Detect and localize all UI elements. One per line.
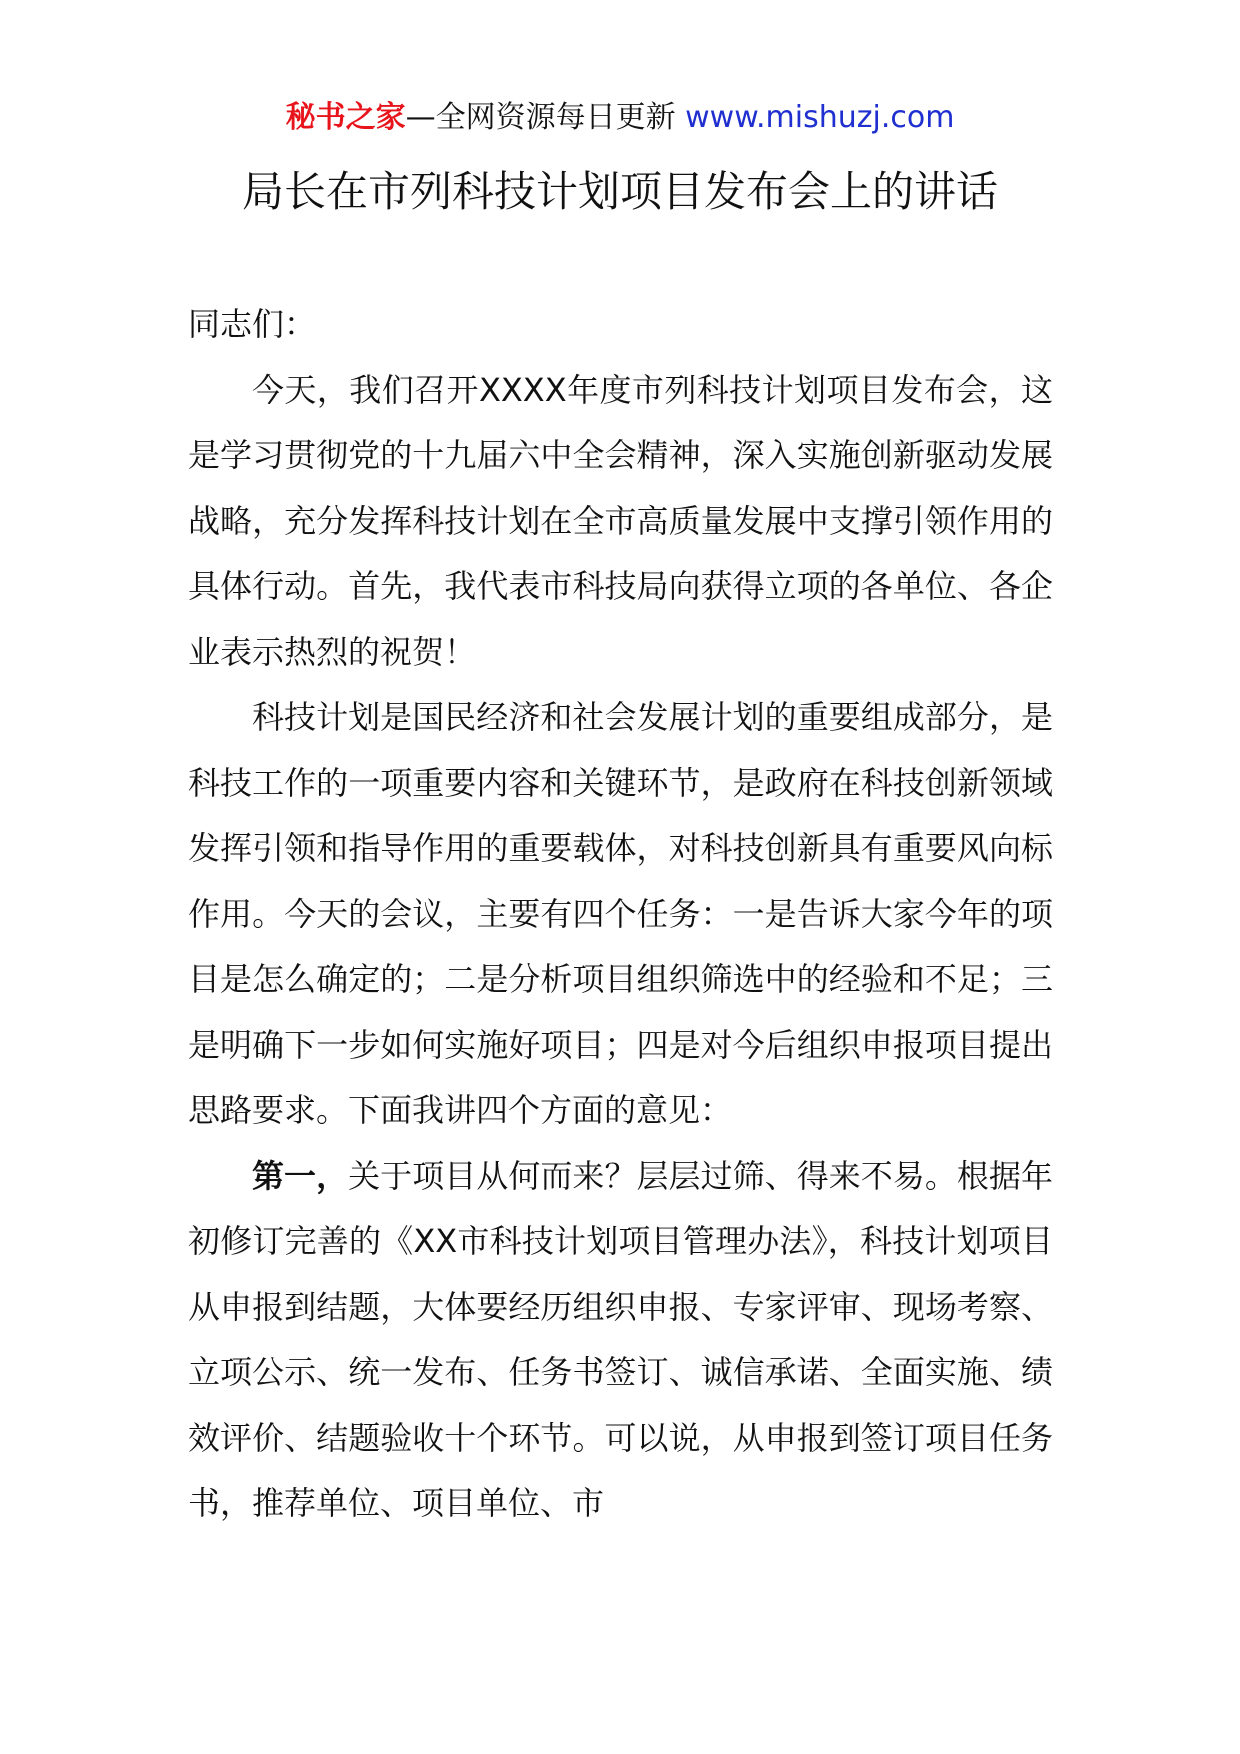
site-header — [0, 98, 1240, 138]
section-one-text: 关于项目从何而来？层层过筛、得来不易。根据年初修订完善的《XX市科技计划项目管理办法》，科技计划项目从申报到结题，大体要经历组织申报、专家评审、现场考察、立项公示、统一发布、任务书签订、诚信承诺、全面实施、绩效评价、结题验收十个环节。可以说，从申报到签订项目任务书，推荐单位、项目单位、市 — [188, 1156, 1053, 1522]
document-body — [188, 292, 1053, 1537]
section-one-lead: 第一， — [252, 1156, 349, 1195]
document-title: 局长在市列科技计划项目发布会上的讲话 — [241, 167, 998, 216]
paragraph-opening: 今天，我们召开XXXX年度市列科技计划项目发布会，这是学习贯彻党的十九届六中全会精神，深入实施创新驱动发展战略，充分发挥科技计划在全市高质量发展中支撑引领作用的具体行动。首先，我代表市科技局向获得立项的各单位、各企业表示热烈的祝贺！ — [188, 370, 1053, 671]
paragraph-overview: 科技计划是国民经济和社会发展计划的重要组成部分，是科技工作的一项重要内容和关键环节，是政府在科技创新领域发挥引领和指导作用的重要载体，对科技创新具有重要风向标作用。今天的会议，主要有四个任务：一是告诉大家今年的项目是怎么确定的；二是分析项目组织筛选中的经验和不足；三是明确下一步如何实施好项目；四是对今后组织申报项目提出思路要求。下面我讲四个方面的意见： — [188, 698, 1053, 1129]
site-brand: 秘书之家 — [285, 100, 406, 135]
site-url-link[interactable]: www.mishuzj.com — [685, 100, 955, 135]
paragraph-section-one — [188, 1144, 1053, 1537]
site-slogan: —全网资源每日更新 — [405, 100, 676, 135]
salutation: 同志们： — [188, 305, 317, 343]
